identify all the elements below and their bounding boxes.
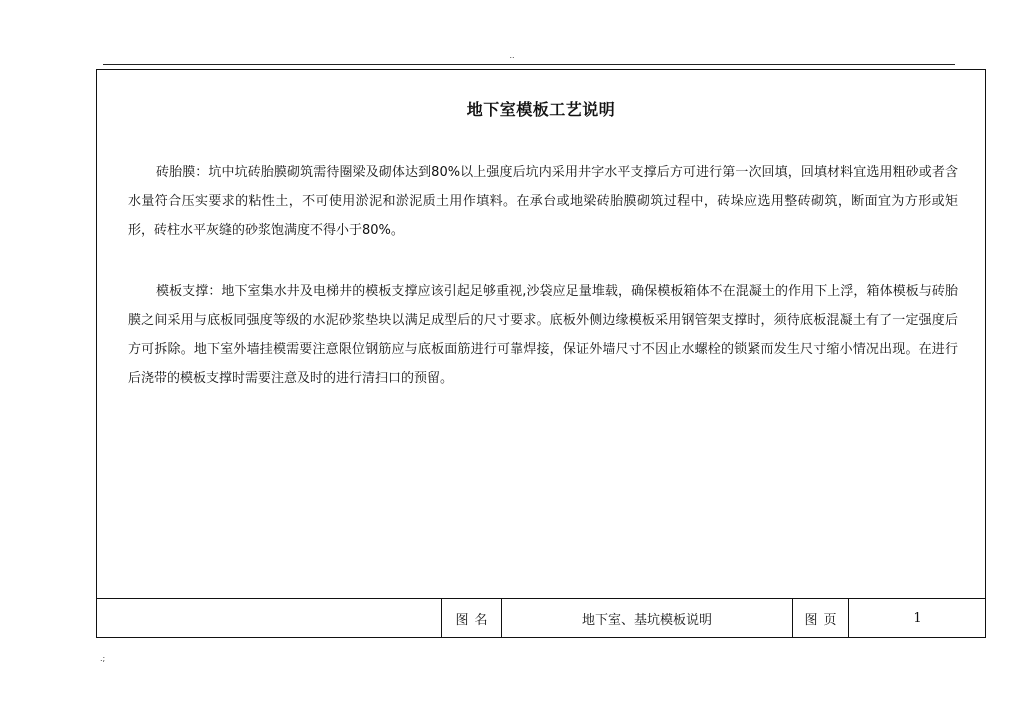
title-block [96,598,986,638]
page-label: 图页 [792,599,848,638]
drawing-name: 地下室、基坑模板说明 [501,599,792,638]
footer-mark: .; [100,654,106,663]
header-mark: .. [509,51,515,60]
title-block-blank-cell [96,599,441,638]
paragraph-formwork-support: 模板支撑：地下室集水井及电梯井的模板支撑应该引起足够重视,沙袋应足量堆载，确保模板箱体不在混凝土的作用下上浮，箱体模板与砖胎膜之间采用与底板同强度等级的水泥砂浆垫块以满足成型后的尺寸要求。底板外侧边缘模板采用钢管架支撑时，须待底板混凝土有了一定强度后方可拆除。地下室外墙挂模需要注意限位钢筋应与底板面筋进行可靠焊接，保证外墙尺寸不因止水螺栓的锁紧而发生尺寸缩小情况出现。在进行后浇带的模板支撑时需要注意及时的进行清扫口的预留。 [128,284,958,386]
page-title: 地下室模板工艺说明 [466,100,616,119]
header-rule [103,64,955,65]
paragraph-brick-formwork: 砖胎膜：坑中坑砖胎膜砌筑需待圈梁及砌体达到80%以上强度后坑内采用井字水平支撑后方可进行第一次回填，回填材料宜选用粗砂或者含水量符合压实要求的粘性土，不可使用淤泥和淤泥质土用作填料。在承台或地梁砖胎膜砌筑过程中，砖垛应选用整砖砌筑，断面宜为方形或矩形，砖柱水平灰缝的砂浆饱满度不得小于80%。 [128,165,958,238]
page-number: 1 [848,599,986,638]
drawing-name-label: 图名 [441,599,501,638]
